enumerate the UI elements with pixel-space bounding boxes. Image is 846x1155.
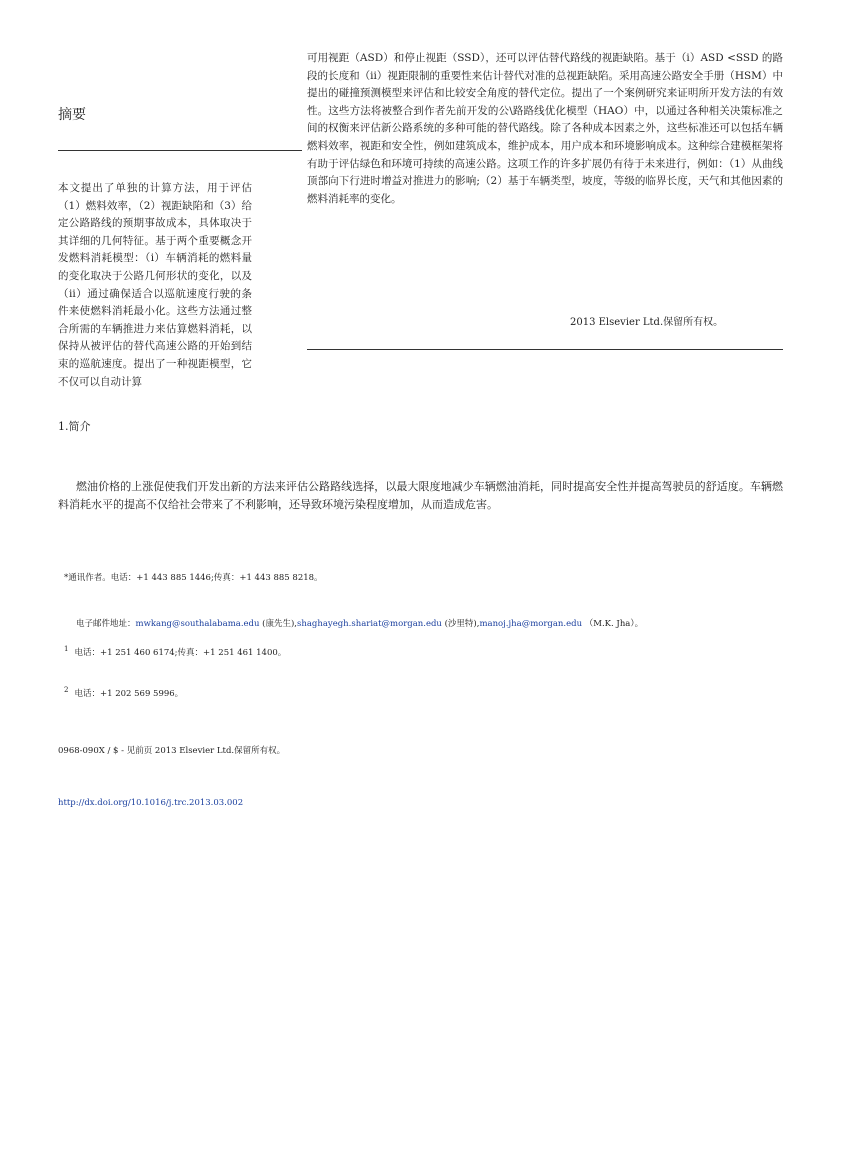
footnote-1-mark: 1 <box>64 645 69 653</box>
footnote-email-addresses <box>76 618 643 630</box>
footnote-2-mark: 2 <box>64 686 69 694</box>
email-link-kang[interactable]: mwkang@southalabama.edu <box>135 619 260 629</box>
abstract-divider-left <box>58 150 302 151</box>
section-heading-introduction: 1.简介 <box>58 420 91 433</box>
footnote-2 <box>64 684 183 700</box>
email-link-shariat[interactable]: shaghayegh.shariat@morgan.edu <box>297 619 442 629</box>
email-name-kang: (康先生), <box>259 619 298 629</box>
email-name-jha: （M.K. Jha）。 <box>582 619 644 629</box>
email-name-shariat: (沙里特), <box>441 619 480 629</box>
doi-link[interactable]: http://dx.doi.org/10.1016/j.trc.2013.03.002 <box>58 798 244 808</box>
email-label: 电子邮件地址： <box>76 619 136 629</box>
abstract-copyright: 2013 Elsevier Ltd.保留所有权。 <box>570 317 724 328</box>
footnote-corresponding-author: *通讯作者。电话：+1 443 885 1446;传真：+1 443 885 8218。 <box>64 573 323 583</box>
abstract-text-left: 本文提出了单独的计算方法，用于评估（1）燃料效率，（2）视距缺陷和（3）给定公路路线的预期事故成本，具体取决于其详细的几何特征。基于两个重要概念开发燃料消耗模型：（i）车辆消耗的燃料量的变化取决于公路几何形状的变化，以及（ii）通过确保适合以巡航速度行驶的条件来使燃料消耗最小化。这些方法通过整合所需的车辆推进力来估算燃料消耗，以保持从被评估的替代高速公路的开始到结束的巡航速度。提出了一种视距模型，它不仅可以自动计算 <box>58 182 252 388</box>
abstract-text-right: 可用视距（ASD）和停止视距（SSD），还可以评估替代路线的视距缺陷。基于（i）ASD <SSD 的路段的长度和（ii）视距限制的重要性来估计替代对准的总视距缺陷。采用高速公路安全手册（HSM）中提出的碰撞预测模型来评估和比较安全角度的替代定位。提出了一个案例研究来证明所开发方法的有效性。这些方法将被整合到作者先前开发的公\路路线优化模型（HAO）中，以通过各种相关决策标准之间的权衡来评估新公路系统的多种可能的替代路线。除了各种成本因素之外，这些标准还可以包括车辆燃料效率，视距和安全性，例如建筑成本，维护成本，用户成本和环境影响成本。这种综合建模框架将有助于评估绿色和环境可持续的高速公路。这项工作的许多扩展仍有待于未来进行，例如：（1）从曲线顶部向下行进时增益对推进力的影响;（2）基于车辆类型，坡度，等级的临界长度，天气和其他因素的燃料消耗率的变化。 <box>307 52 783 205</box>
email-link-jha[interactable]: manoj.jha@morgan.edu <box>479 619 583 629</box>
introduction-paragraph: 燃油价格的上涨促使我们开发出新的方法来评估公路路线选择，以最大限度地减少车辆燃油消耗，同时提高安全性并提高驾驶员的舒适度。车辆燃料消耗水平的提高不仅给社会带来了不利影响，还导致环境污染程度增加，从而造成危害。 <box>58 480 783 511</box>
footnote-1-text: 电话：+1 251 460 6174;传真：+1 251 461 1400。 <box>74 647 287 658</box>
abstract-heading: 摘要 <box>58 107 86 123</box>
footnote-1 <box>64 643 286 659</box>
abstract-divider-right <box>307 349 783 350</box>
footnote-2-text: 电话：+1 202 569 5996。 <box>74 688 184 699</box>
issn-line: 0968-090X / $ - 见前页 2013 Elsevier Ltd.保留所有权。 <box>58 746 286 756</box>
